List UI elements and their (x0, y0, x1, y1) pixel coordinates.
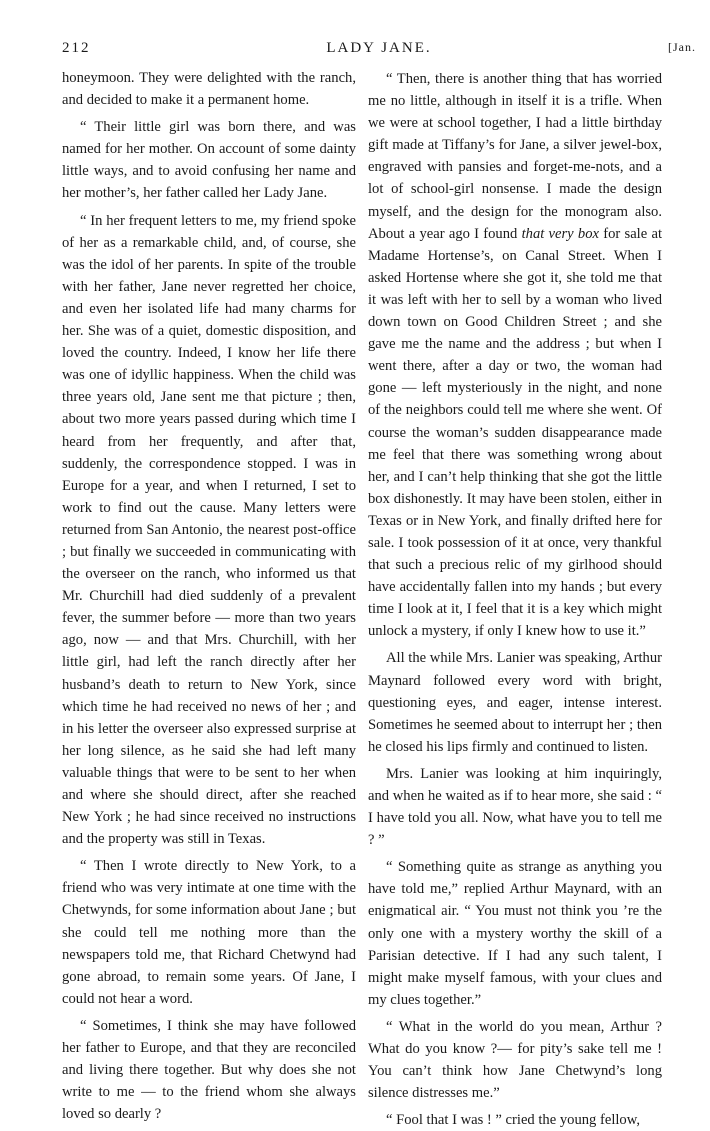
paragraph: “ In her frequent letters to me, my friend spoke of her as a remarkable child, and, of course, she was the idol of her parents. In spite of the trouble with her father, Jane never regretted her choice, and even her isolated life had many charms for her. She was of a quiet, domestic disposition, and loved the country. Indeed, I know her life there was one of idyllic happiness. When the child was three years old, Jane sent me that picture ; then, about two more years passed during which time I heard from her frequently, and after that, suddenly, the correspondence stopped. I was in Europe for a year, and when I returned, I set to work to find out the cause. Many letters were returned from San Antonio, the nearest post-office ; but finally we succeeded in communicating with the overseer on the ranch, who informed us that Mr. Churchill had died suddenly of a prevalent fever, the summer before — more than two years ago, now — and that Mrs. Churchill, with her little girl, had left the ranch directly after her husband’s death to return to New York, since which time he had received no news of her ; and in his letter the overseer also expressed surprise at her long silence, as he said she had left many valuable things that were to be sent to her when and where she should direct, after she reached New York ; he had since received no instructions and the property was still in Texas. (62, 212, 356, 848)
right-column (368, 68, 662, 1131)
paragraph: Mrs. Lanier was looking at him inquiringly, and when he waited as if to hear more, she said : “ I have told you all. Now, what have you to tell me ? ” (368, 765, 662, 849)
paragraph: “ Sometimes, I think she may have followed her father to Europe, and that they are reconciled and living there together. But why does she not write to me — to the friend whom she always loved so dearly ? (62, 1017, 356, 1123)
paragraph: “ What in the world do you mean, Arthur ? What do you know ?— for pity’s sake tell me ! You can’t think how Jane Chetwynd’s long silence distresses me.” (368, 1018, 662, 1102)
issue-month: [Jan. (668, 40, 696, 54)
text-run: “ Then, there is another thing that has worried me no little, although in itself it is a trifle. When we were at school together, I had a little birthday gift made at Tiffany’s for Jane, a silver jewel-box, engraved with pansies and forget-me-nots, and a lot of school-girl nonsense. I made the design myself, and the design for the monogram also. About a year ago I found (368, 71, 662, 242)
text-run: for sale at Madame Hortense’s, on Canal Street. When I asked Hortense where she got it, she told me that it was left with her to sell by a woman who lived down town on Good Children Street ; and she gave me the name and the address ; but when I went there, after a day or two, the woman had gone — left mysteriously in the night, and none of the neighbors could tell me where she went. Of course the woman’s sudden disappearance made me feel that there was something wrong about her, and I can’t help thinking that she got the little box dishonestly. It may have been stolen, either in Texas or in New York, and finally drifted here for sale. I took possession of it at once, very thankful that such a precious relic of my girlhood should have accidentally fallen into my hands ; but every time I look at it, I feel that it is a key which might unlock a mystery, if only I knew how to use it.” (368, 225, 663, 640)
running-header (62, 40, 696, 62)
paragraph: “ Fool that I was ! ” cried the young fellow, (386, 1112, 640, 1129)
left-column (62, 67, 356, 1125)
paragraph-with-italic (368, 68, 662, 642)
paragraph: “ Then I wrote directly to New York, to a friend who was very intimate at one time with the Chetwynds, for some information about Jane ; but she could tell me nothing more than the newspapers told me, that Richard Chetwynd had gone abroad, to remain some years. Of Jane, I could not hear a word. (62, 858, 356, 1007)
running-title: LADY JANE. (326, 40, 432, 56)
paragraph: honeymoon. They were delighted with the ranch, and decided to make it a permanent home. (62, 70, 356, 109)
paragraph: “ Their little girl was born there, and was named for her mother. On account of some dainty little ways, and to avoid confusing her name and her mother’s, her father called her Lady Jane. (62, 119, 356, 202)
paragraph: “ Something quite as strange as anything you have told me,” replied Arthur Maynard, with an enigmatical air. “ You must not think you ’re the only one with a mystery worthy the skill of a Parisian detective. If I had any such talent, I might make myself famous, with your clues and my clues together.” (368, 859, 662, 1008)
paragraph: All the while Mrs. Lanier was speaking, Arthur Maynard followed every word with bright, questioning eyes, and eager, intense interest. Sometimes he seemed about to interrupt her ; then he closed his lips firmly and continued to listen. (368, 650, 663, 755)
italic-phrase: that very box (521, 225, 599, 242)
page-number: 212 (62, 40, 91, 56)
